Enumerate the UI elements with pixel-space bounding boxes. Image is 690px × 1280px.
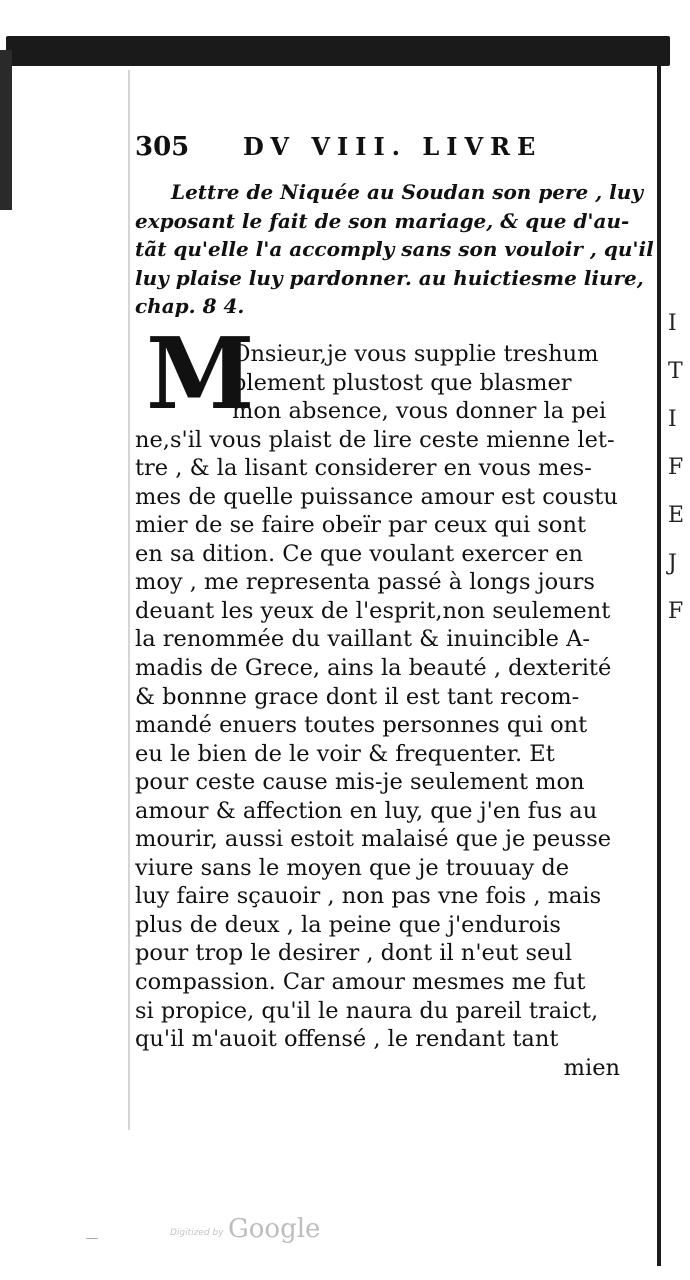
page-right-edge (657, 66, 661, 1266)
body-line: mon absence, vous donner la pei (232, 398, 607, 425)
body-line: viure sans le moyen que je trouuay de (135, 854, 570, 881)
summary-line: exposant le fait de son mariage, & que d'au- (135, 208, 630, 233)
bottom-scan-mark (86, 1238, 98, 1239)
page-header (135, 132, 655, 172)
catchword: mien (563, 1054, 620, 1081)
body-line: tre , & la lisant considerer en vous mes- (135, 455, 592, 482)
body-line: compassion. Car amour mesmes me fut (135, 969, 586, 996)
page-number: 305 (135, 132, 190, 162)
body-line: en sa dition. Ce que voulant exercer en (135, 540, 584, 567)
body-line: pour ceste cause mis-je seulement mon (135, 769, 585, 796)
body-line: madis de Grece, ains la beauté , dexterité (135, 655, 612, 682)
body-line: moy , me representa passé à longs jours (135, 569, 595, 596)
body-line: amour & affection en luy, que j'en fus au (135, 797, 598, 824)
scan-left-shadow (0, 50, 12, 210)
summary-line: chap. 8 4. (135, 294, 245, 318)
body-line: eu le bien de le voir & frequenter. Et (135, 740, 555, 767)
body-line: si propice, qu'il le naura du pareil traict, (135, 997, 599, 1024)
body-line: & bonnne grace dont il est tant recom- (135, 683, 580, 710)
digitized-label: Digitized by (170, 1228, 224, 1238)
body-line: mandé enuers toutes personnes qui ont (135, 712, 588, 739)
body-line: pour trop le desirer , dont il n'eut seul (135, 940, 573, 967)
drop-cap: M (146, 317, 255, 432)
google-watermark: Google (228, 1214, 321, 1244)
body-line: qu'il m'auoit offensé , le rendant tant (135, 1026, 559, 1053)
adjacent-page-fragments: I T I F E J F (668, 311, 685, 624)
body-line: deuant les yeux de l'esprit,non seulement (135, 597, 611, 624)
summary-line: tãt qu'elle l'a accomply sans son vouloir , qu'il (135, 237, 654, 261)
scan-top-edge (6, 36, 670, 66)
body-line: plus de deux , la peine que j'endurois (135, 911, 561, 938)
running-head: DV VIII. LIVRE (243, 132, 543, 161)
body-line: Onsieur,je vous supplie treshum (232, 341, 599, 367)
summary-line: luy plaise luy pardonner. au huictiesme liure, (135, 265, 644, 290)
body-line: luy faire sçauoir , non pas vne fois , mais (135, 883, 602, 910)
body-line: blement plustost que blasmer (232, 369, 572, 396)
gutter-line (128, 70, 130, 1130)
body-line: la renommée du vaillant & inuincible A- (135, 626, 590, 653)
chapter-summary (135, 178, 654, 321)
summary-line: Lettre de Niquée au Soudan son pere , luy (171, 180, 643, 204)
body-line: mes de quelle puissance amour est coustu (135, 483, 618, 510)
body-line: mier de se faire obeïr par ceux qui sont (135, 512, 587, 539)
body-line: mourir, aussi estoit malaisé que je peusse (135, 826, 612, 853)
letter-body (135, 317, 620, 1082)
body-line: ne,s'il vous plaist de lire ceste mienne let- (135, 426, 615, 453)
